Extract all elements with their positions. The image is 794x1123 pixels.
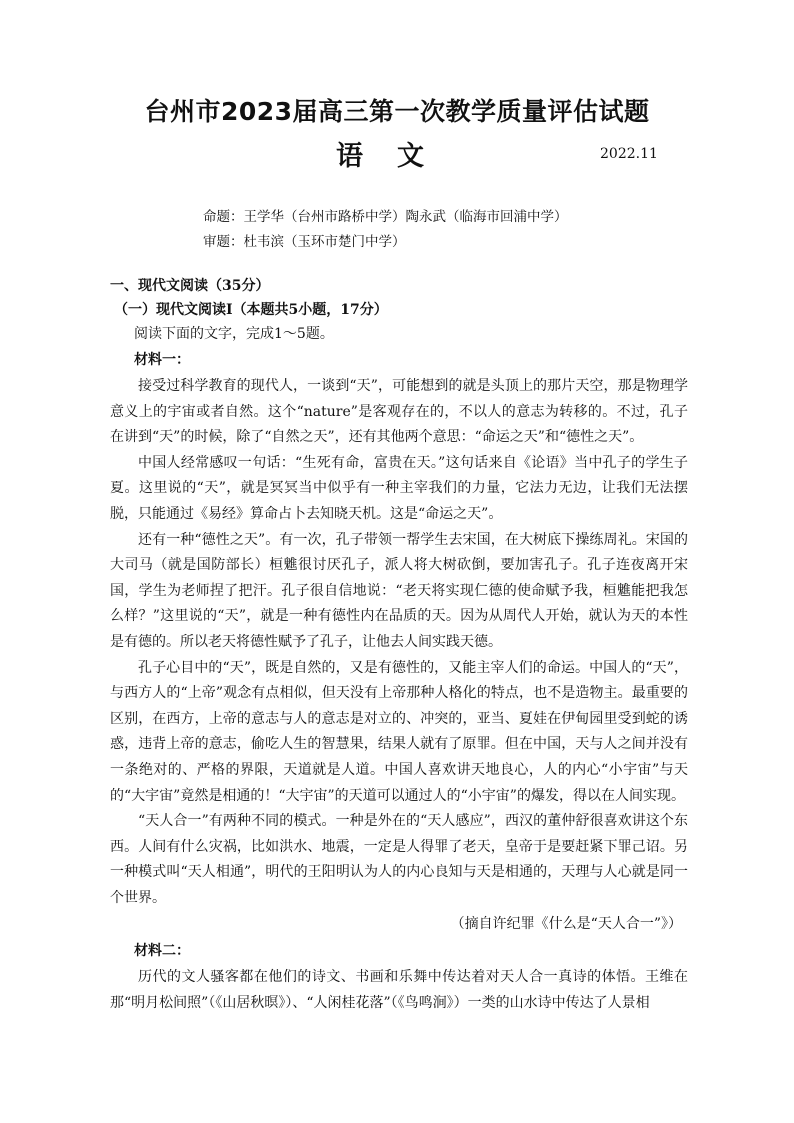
setter-line: 命题：王学华（台州市路桥中学）陶永武（临海市回浦中学）: [203, 209, 568, 225]
section-heading: 一、现代文阅读（35分）: [110, 278, 270, 294]
material-one-paragraph: 还有一种“德性之天”。有一次，孔子带领一帮学生去宋国，在大树底下操练周礼。宋国的大司马（就是国防部长）桓魋很讨厌孔子，派人将大树砍倒，要加害孔子。孔子连夜离开宋国，学生为老师捏了把汗。孔子很自信地说：“老天将实现仁德的使命赋予我，桓魋能把我怎么样？”这里说的“天”，就是一种有德性内在品质的天。因为从周代人开始，就认为天的本性是有德的。所以老天将德性赋予了孔子，让他去人间实践天德。: [110, 531, 688, 650]
subsection-heading: （一）现代文阅读Ⅰ（本题共5小题，17分）: [114, 302, 388, 318]
subject-title: 语文: [336, 141, 458, 172]
material-one-paragraph: 中国人经常感叹一句话：“生死有命，富贵在天。”这句话来自《论语》当中孔子的学生子夏。这里说的“天”，就是冥冥当中似乎有一种主宰我们的力量，它法力无边，让我们无法摆脱，只能通过《易经》算命占卜去知晓天机。这是“命运之天”。: [110, 454, 688, 522]
exam-body: [110, 272, 688, 1017]
reading-instruction: 阅读下面的文字，完成1～5题。: [134, 326, 334, 342]
material-two-paragraph: 历代的文人骚客都在他们的诗文、书画和乐舞中传达着对天人合一真诗的体悟。王维在那“明月松间照”（《山居秋暝》）、“人闲桂花落”（《鸟鸣涧》）一类的山水诗中传达了人景相: [110, 969, 688, 1012]
material-one-paragraph: “天人合一”有两种不同的模式。一种是外在的“天人感应”，西汉的董仲舒很喜欢讲这个东西。人间有什么灾祸，比如洪水、地震，一定是人得罪了老天，皇帝于是要赶紧下罪己诏。另一种模式叫“天人相通”，明代的王阳明认为人的内心良知与天是相通的，天理与人心就是同一个世界。: [110, 813, 688, 906]
exam-date: 2022.11: [600, 146, 658, 162]
material-one-paragraph: 孔子心目中的“天”，既是自然的，又是有德性的，又能主宰人们的命运。中国人的“天”，与西方人的“上帝”观念有点相似，但天没有上帝那种人格化的特点，也不是造物主。最重要的区别，在西方，上帝的意志与人的意志是对立的、冲突的，亚当、夏娃在伊甸园里受到蛇的诱惑，违背上帝的意志，偷吃人生的智慧果，结果人就有了原罪。但在中国，天与人之间并没有一条绝对的、严格的界限，天道就是人道。中国人喜欢讲天地良心，人的内心“小宇宙”与天的“大宇宙”竟然是相通的！“大宇宙”的天道可以通过人的“小宇宙”的爆发，得以在人间实现。: [110, 659, 688, 804]
material-one-source: （摘自许纪罪《什么是“天人合一”》）: [450, 916, 682, 933]
material-one-label: 材料一：: [134, 352, 190, 368]
exam-title: 台州市2023届高三第一次教学质量评估试题: [144, 97, 650, 126]
reviewer-line: 审题：杜韦滨（玉环市楚门中学）: [203, 234, 406, 250]
material-two-label: 材料二：: [134, 943, 190, 960]
material-one-paragraph: 接受过科学教育的现代人，一谈到“天”，可能想到的就是头顶上的那片天空，那是物理学意义上的宇宙或者自然。这个“nature”是客观存在的，不以人的意志为转移的。不过，孔子在讲到“天”的时候，除了“自然之天”，还有其他两个意思：“命运之天”和“德性之天”。: [110, 378, 688, 446]
